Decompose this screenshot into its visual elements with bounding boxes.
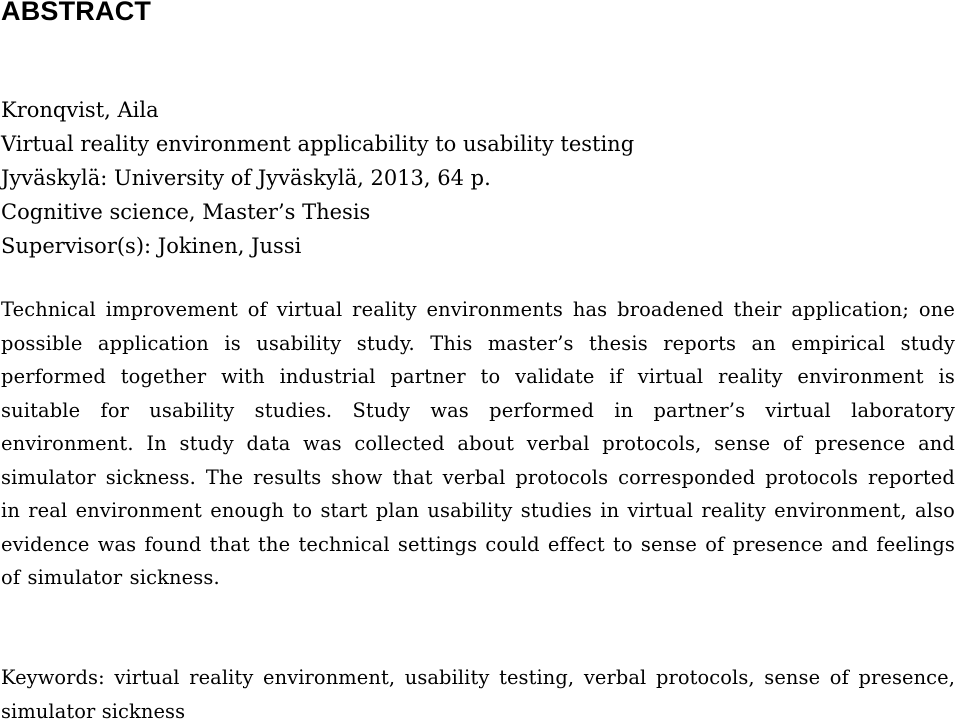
keywords: Keywords: virtual reality environment, usability testing, verbal protocols, sense of presence, simulator sickness: [1, 666, 955, 723]
thesis-title: Virtual reality environment applicability to usability testing: [1, 132, 635, 156]
abstract-heading: ABSTRACT: [1, 0, 152, 26]
author-name: Kronqvist, Aila: [1, 98, 159, 122]
supervisor-info: Supervisor(s): Jokinen, Jussi: [1, 234, 302, 258]
abstract-body: Technical improvement of virtual reality environments has broadened their application; one possible application is usability study. This master’s thesis reports an empirical study performed together with industrial partner to validate if virtual reality environment is suitable for usability studies. Study was performed in partner’s virtual laboratory environment. In study data was collected about verbal protocols, sense of presence and simulator sickness. The results show that verbal protocols corresponded protocols reported in real environment enough to start plan usability studies in virtual reality environment, also evidence was found that the technical settings could effect to sense of presence and feelings of simulator sickness.: [1, 298, 955, 589]
publisher-info: Jyväskylä: University of Jyväskylä, 2013, 64 p.: [1, 166, 491, 190]
degree-program: Cognitive science, Master’s Thesis: [1, 200, 371, 224]
thesis-metadata: [1, 93, 634, 263]
